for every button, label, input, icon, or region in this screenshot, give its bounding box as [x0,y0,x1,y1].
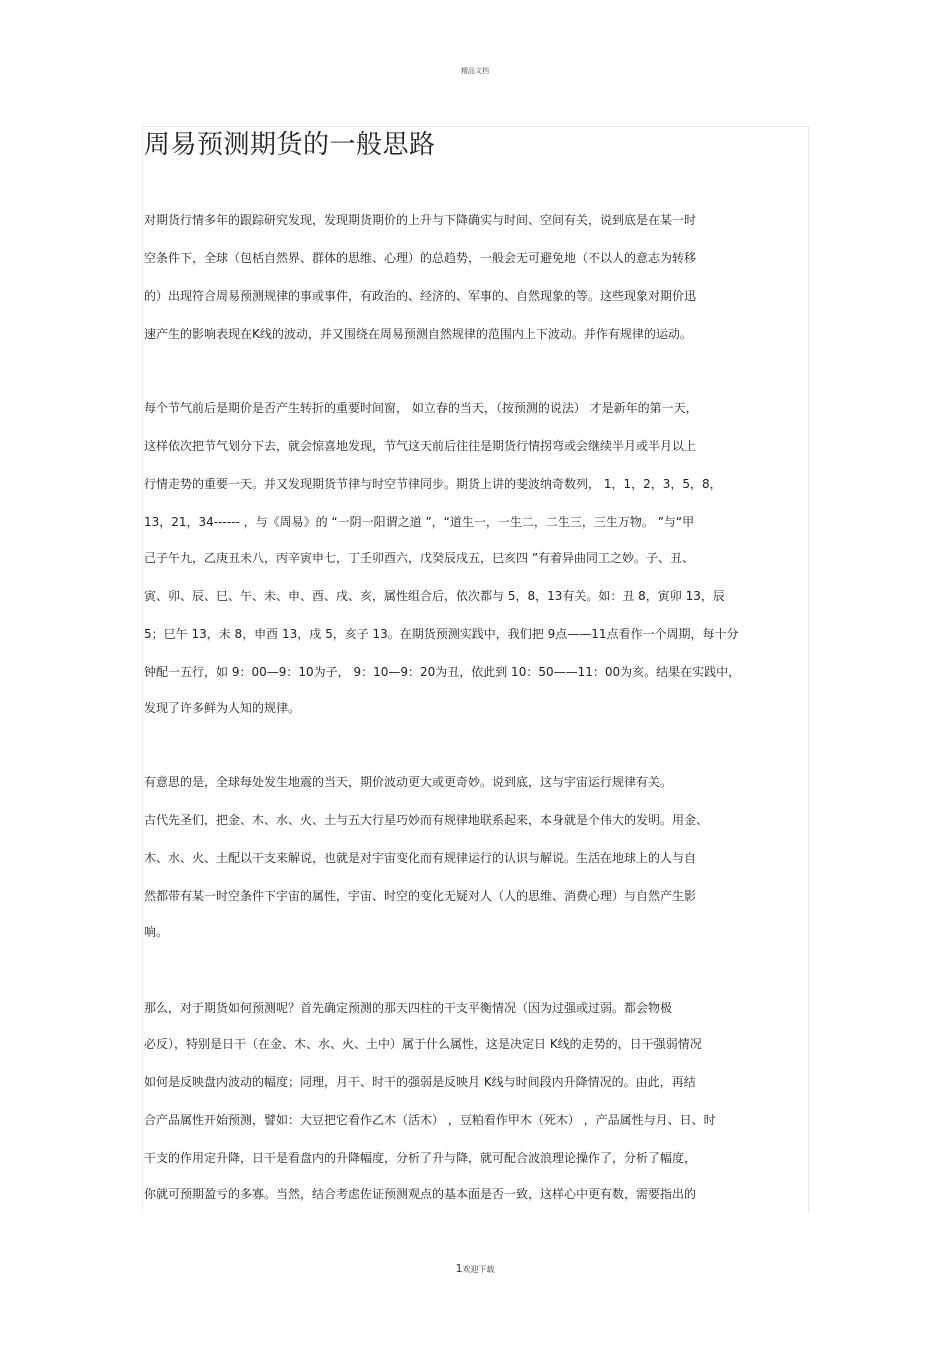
header-watermark: 精品文档 [461,67,489,75]
paragraph-4-line-2: 必反），特别是日干（在金、木、水、火、土中）属于什么属性，这是决定日 K线的走势的，日干强弱情况 [144,1037,702,1051]
paragraph-3-line-4: 然都带有某一时空条件下宇宙的属性，宇宙、时空的变化无疑对人（人的思维、消费心理）与自然产生影 [144,889,697,903]
paragraph-1-line-3: 的）出现符合周易预测规律的事或事件，有政治的、经济的、军事的、自然现象的等。这些现象对期价迅 [144,289,697,303]
paragraph-2-line-2: 这样依次把节气划分下去，就会惊喜地发现，节气这天前后往往是期货行情拐弯或会继续半月或半月以上 [144,439,697,453]
page-footer [0,1262,950,1275]
paragraph-2-line-7: 5；巳午 13，未 8，申酉 13，戌 5，亥子 13。在期货预测实践中，我们把 9点——11点看作一个周期，每十分 [144,627,739,641]
page-number: 1 [455,1262,463,1275]
paragraph-2-line-5: 己子午九，乙庚丑未八，丙辛寅申七，丁壬卯酉六，戊癸辰戌五，巳亥四 ”有着异曲同工之妙。子、丑、 [144,551,695,565]
paragraph-2-line-9: 发现了许多鲜为人知的规律。 [144,701,301,715]
footer-text: 欢迎下载 [462,1265,495,1274]
paragraph-1-line-2: 空条件下，全球（包栝自然界、群体的思维、心理）的总趋势，一般会无可避免地（不以人的意志为转移 [144,251,697,265]
document-title: 周易预测期货的一般思路 [144,130,436,160]
paragraph-2-line-4: 13，21，34------ ，与《周易》的 “一阴一阳谓之道 ”，“道生一，一生二，二生三，三生万物。 ”与“甲 [144,515,695,529]
paragraph-2-line-1: 每个节气前后是期价是否产生转折的重要时间窗， 如立春的当天，（按预测的说法） 才是新年的第一天， [144,401,698,415]
paragraph-1-line-4: 速产生的影响表现在K线的波动，并又围绕在周易预测自然规律的范围内上下波动。并作有规律的运动。 [144,327,692,341]
paragraph-3-line-5: 响。 [144,925,169,939]
paragraph-4-line-5: 干支的作用定升降，日干是看盘内的升降幅度，分析了升与降，就可配合波浪理论操作了，分析了幅度， [144,1151,697,1165]
paragraph-3-line-3: 木、水、火、土配以干支来解说，也就是对宇宙变化而有规律运行的认识与解说。生活在地球上的人与自 [144,851,697,865]
paragraph-2-line-8: 钟配一五行，如 9：00—9：10为子， 9：10—9：20为丑，依此到 10：50——11：00为亥。结果在实践中， [144,665,741,679]
paragraph-2-line-6: 寅、卯、辰、巳、午、未、申、酉、戌、亥，属性组合后，依次都与 5，8，13有关。如：丑 8，寅卯 13，辰 [144,589,725,603]
paragraph-4-line-6: 你就可预期盈亏的多寡。当然，结合考虑佐证预测观点的基本面是否一致，这样心中更有数，需要指出的 [144,1187,697,1201]
paragraph-4-line-4: 合产品属性开始预测，譬如：大豆把它看作乙木（活木） ，豆粕看作甲木（死木） ，产品属性与月、日、时 [144,1113,716,1127]
paragraph-4-line-3: 如何是反映盘内波动的幅度；同理，月干、时干的强弱是反映月 K线与时间段内升降情况的。由此，再结 [144,1075,696,1089]
paragraph-3-line-1: 有意思的是，全球每处发生地震的当天，期价波动更大或更奇妙。说到底，这与宇宙运行规律有关。 [144,775,673,789]
paragraph-1-line-1: 对期货行情多年的跟踪研究发现，发现期货期价的上升与下降确实与时间、空间有关，说到底是在某一时 [144,213,697,227]
paragraph-3-line-2: 古代先圣们，把金、木、水、火、土与五大行星巧妙而有规律地联系起来，本身就是个伟大的发明。用金、 [144,813,709,827]
paragraph-2-line-3: 行情走势的重要一天。并又发现期货节律与时空节律同步。期货上讲的斐波纳奇数列， 1，1，2，3，5，8， [144,477,722,491]
paragraph-4-line-1: 那么，对于期货如何预测呢？首先确定预测的那天四柱的干支平衡情况（因为过强或过弱。都会物极 [144,1001,673,1015]
